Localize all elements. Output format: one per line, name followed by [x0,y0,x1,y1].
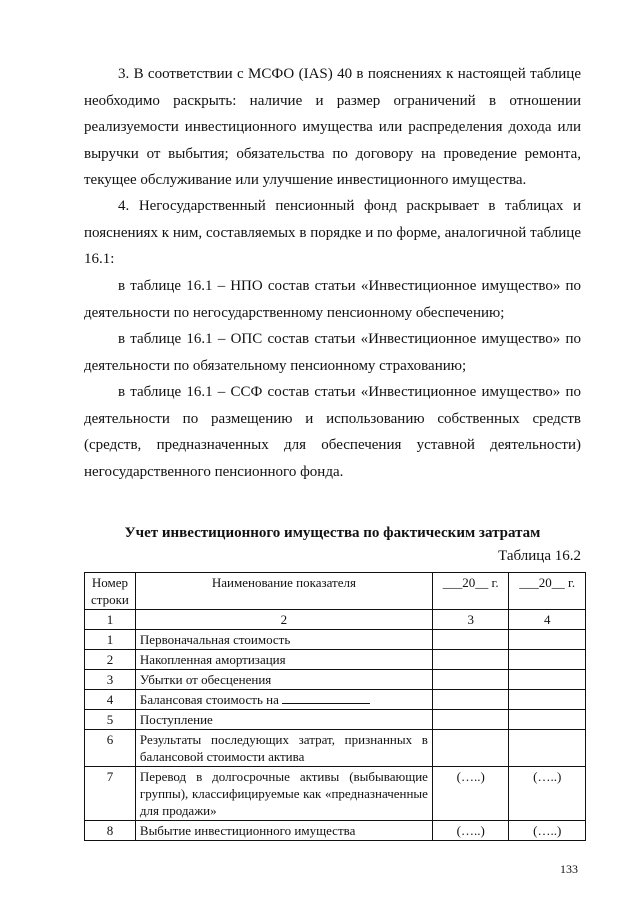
table-row [85,650,586,670]
row-value-year-2 [509,630,586,650]
row-value-year-2: (…..) [509,821,586,841]
table-label: Таблица 16.2 [498,548,581,564]
row-name: Результаты последующих затрат, признанных в балансовой стоимости актива [135,730,432,767]
row-value-year-1: (…..) [432,821,509,841]
row-name: Накопленная амортизация [135,650,432,670]
row-value-year-2 [509,730,586,767]
paragraph-ops: в таблице 16.1 – ОПС состав статьи «Инвестиционное имущество» по деятельности по обязательному пенсионному страхованию; [84,331,581,374]
paragraph-ssf: в таблице 16.1 – ССФ состав статьи «Инвестиционное имущество» по деятельности по размещению и использованию собственных средств (средств, предназначенных для обеспечения уставной деятельности) негосударственного пенсионного фонда. [84,384,581,480]
row-name: Перевод в долгосрочные активы (выбывающие группы), классифицируемые как «предназначенные для продажи» [135,767,432,821]
row-name-with-blank [135,690,432,710]
row-number: 3 [85,670,136,690]
row-value-year-1 [432,690,509,710]
row-name: Убытки от обесценения [135,670,432,690]
row-value-year-1: (…..) [432,767,509,821]
column-number: 4 [509,610,586,630]
header-year-2: ___20__ г. [509,573,586,610]
row-number: 2 [85,650,136,670]
row-name: Балансовая стоимость на [139,692,279,707]
table-title: Учет инвестиционного имущества по фактическим затратам [124,525,541,541]
row-value-year-1 [432,650,509,670]
row-number: 4 [85,690,136,710]
row-value-year-2 [509,650,586,670]
row-value-year-2 [509,690,586,710]
table-row [85,767,586,821]
page-number: 133 [560,862,578,876]
row-number: 7 [85,767,136,821]
row-name: Первоначальная стоимость [135,630,432,650]
row-value-year-2 [509,710,586,730]
row-value-year-1 [432,630,509,650]
header-row-number: Номер строки [85,573,136,610]
row-number: 6 [85,730,136,767]
table-row [85,630,586,650]
table-row [85,710,586,730]
row-value-year-2: (…..) [509,767,586,821]
table-row [85,690,586,710]
paragraph-npf-disclosure: 4. Негосударственный пенсионный фонд раскрывает в таблицах и пояснениях к ним, составляемых в порядке и по форме, аналогичной таблице 16.1: [84,198,581,268]
row-value-year-1 [432,730,509,767]
table-row [85,730,586,767]
investment-property-table [84,572,586,841]
column-number: 1 [85,610,136,630]
column-number: 2 [135,610,432,630]
row-value-year-1 [432,710,509,730]
row-name: Поступление [135,710,432,730]
column-number-row [85,610,586,630]
date-blank-line [282,691,370,704]
table-row [85,670,586,690]
row-value-year-1 [432,670,509,690]
paragraph-npo: в таблице 16.1 – НПО состав статьи «Инвестиционное имущество» по деятельности по негосударственному пенсионному обеспечению; [84,278,581,321]
paragraph-ifrs-disclosure: 3. В соответствии с МСФО (IAS) 40 в пояснениях к настоящей таблице необходимо раскрыть: наличие и размер ограничений в отношении реализуемости инвестиционного имущества или распределения дохода или выручки от выбытия; обязательства по договору на проведение ремонта, текущее обслуживание или улучшение инвестиционного имущества. [84,66,581,189]
table-row [85,821,586,841]
row-number: 1 [85,630,136,650]
header-indicator-name: Наименование показателя [135,573,432,610]
header-year-1: ___20__ г. [432,573,509,610]
row-value-year-2 [509,670,586,690]
column-number: 3 [432,610,509,630]
row-name: Выбытие инвестиционного имущества [135,821,432,841]
row-number: 5 [85,710,136,730]
row-number: 8 [85,821,136,841]
table-header-row [85,573,586,610]
